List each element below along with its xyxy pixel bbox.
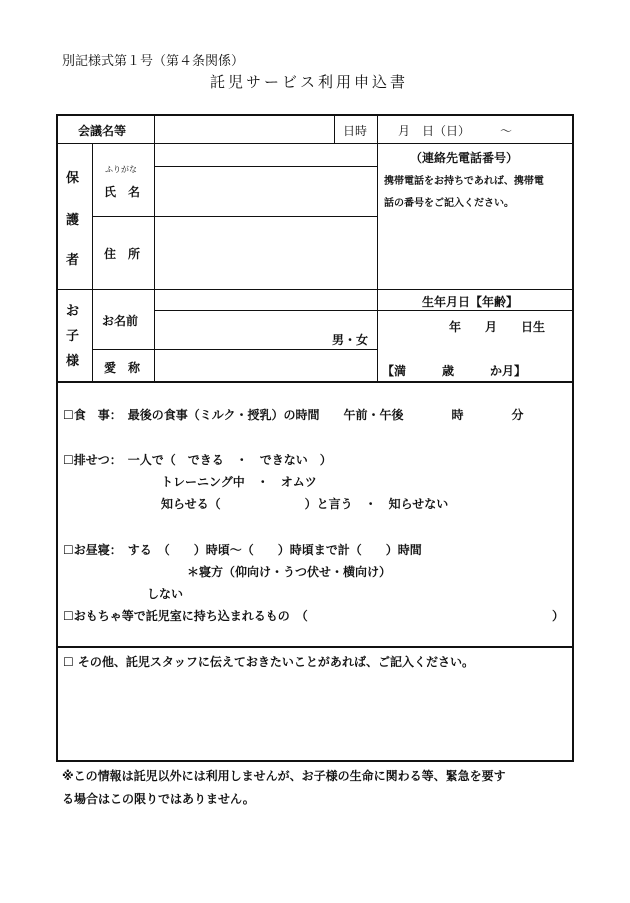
toilet-line-2: トレーニング中 ・ オムツ [161,475,317,489]
guardian-char-3: 者 [66,253,80,268]
footnote-line-2: る場合はこの限りではありません。 [62,792,255,806]
nap-line-1: ☐お昼寝： する （ ）時頃〜（ ）時頃まで計（ ）時間 [63,543,422,557]
toys-line: ☐おもちゃ等で託児室に持ち込まれるもの （ [63,609,308,623]
nickname-label: 愛 称 [104,361,141,375]
furigana-label: ふりがな [105,165,137,174]
contact-note-line-1: 携帯電話をお持ちであれば、携帯電 [384,176,544,187]
child-name-label: お名前 [102,314,139,328]
form-reference: 別記様式第１号（第４条関係） [62,54,245,69]
toilet-line-3: 知らせる（ ）と言う ・ 知らせない [161,497,449,511]
nickname-field[interactable] [156,351,376,380]
footnote-line-1: ※この情報は託児以外には利用しませんが、お子様の生命に関わる等、緊急を要す [62,769,506,783]
birth-date-field[interactable]: 年 月 日生 [449,320,546,334]
child-gender[interactable]: 男・女 [332,333,369,347]
child-char-3: 様 [66,354,80,369]
child-char-2: 子 [66,329,80,344]
birth-title: 生年月日【年齢】 [422,295,519,309]
age-field[interactable]: 【満 歳 か月】 [382,364,527,378]
guardian-name-label: 氏 名 [104,185,141,199]
page-title: 託児サービス利用申込書 [210,73,409,91]
contact-phone-field[interactable] [380,212,572,287]
child-furigana-field[interactable] [156,291,376,309]
meal-line: ☐食 事： 最後の食事（ミルク・授乳）の時間 午前・午後 時 分 [63,408,524,422]
child-name-field[interactable] [156,312,326,348]
guardian-name-field[interactable] [156,168,376,215]
nap-line-2: ＊寝方（仰向け・うつ伏せ・横向け） [187,565,392,579]
guardian-char-1: 保 [66,171,80,186]
furigana-field[interactable] [156,145,376,165]
guardian-char-2: 護 [66,213,80,228]
contact-note-line-2: 話の番号をご記入ください。 [384,198,514,209]
guardian-address-field[interactable] [156,218,376,288]
date-field[interactable]: 月 日（日） 〜 [398,124,513,138]
other-notes-field[interactable] [60,675,570,757]
nap-line-3: しない [147,587,184,601]
toilet-line-1: ☐排せつ： 一人で（ できる ・ できない ） [63,453,332,467]
meeting-label: 会議名等 [78,124,127,138]
child-char-1: お [66,304,80,319]
toys-close-paren: ） [552,609,565,623]
other-notes-label: ☐ その他、託児スタッフに伝えておきたいことがあれば、ご記入ください。 [63,655,474,669]
meeting-name-field[interactable] [156,117,332,141]
guardian-address-label: 住 所 [104,247,141,261]
contact-title: （連絡先電話番号） [410,151,519,165]
date-label: 日時 [343,124,368,138]
